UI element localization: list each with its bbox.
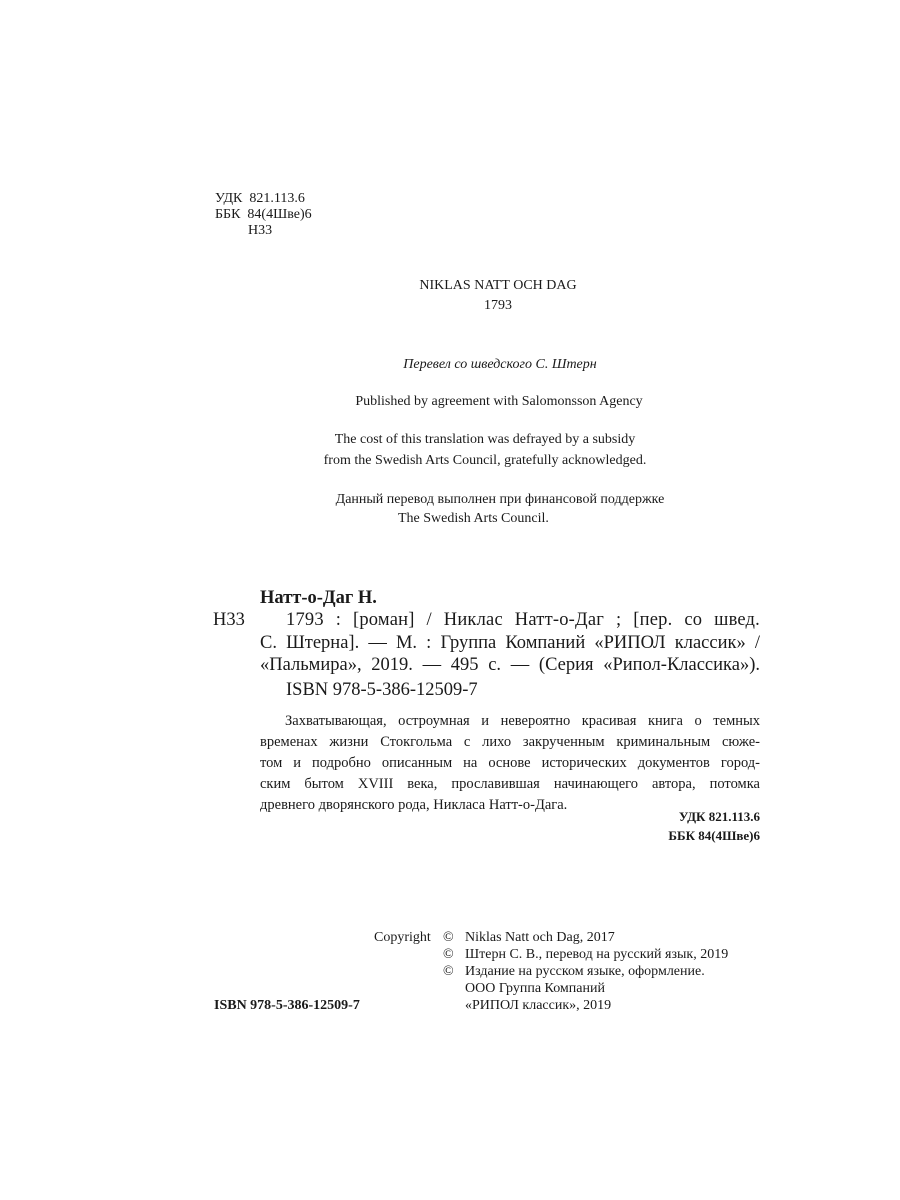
copyright-line: ООО Группа Компаний [465,981,605,996]
author-mark: Н33 [248,223,273,238]
annotation-line: том и подробно описанным на основе исторических документов город- [260,755,760,771]
catalog-bbk: ББК 84(4Шве)6 [668,828,760,843]
copyright-line: «РИПОЛ классик», 2019 [465,998,612,1013]
isbn-bottom: ISBN 978-5-386-12509-7 [214,998,360,1013]
annotation [260,711,760,816]
catalog-line-2: С. Штерна]. — М. : Группа Компаний «РИПОЛ классик» / [260,633,760,653]
copyright-symbol: © [443,947,454,962]
catalog-line-3: «Пальмира», 2019. — 495 с. — (Серия «Рипол-Классика»). [260,655,760,675]
annotation-line: древнего дворянского рода, Никласа Натт-о-Дага. [260,797,568,813]
copyright-line: Niklas Natt och Dag, 2017 [465,930,615,945]
agreement: Published by agreement with Salomonsson Agency [355,394,643,409]
catalog-line-1: 1793 : [роман] / Никлас Натт-о-Даг ; [пер. со швед. [286,610,760,630]
translator: Перевел со шведского С. Штерн [403,357,597,372]
copyright-line: Издание на русском языке, оформление. [465,964,705,979]
copyright-symbol: © [443,930,454,945]
copyright-symbol: © [443,964,454,979]
catalog-udk: УДК 821.113.6 [678,809,760,824]
annotation-line: временах жизни Стокгольма с лихо закрученным криминальным сюже- [260,734,760,750]
book-title: 1793 [484,298,512,313]
subsidy-en-1: The cost of this translation was defrayed by a subsidy [334,432,636,447]
author-name: NIKLAS NATT OCH DAG [419,278,577,293]
catalog-isbn: ISBN 978-5-386-12509-7 [286,680,478,700]
subsidy-ru-2: The Swedish Arts Council. [398,511,549,526]
subsidy-en-2: from the Swedish Arts Council, gratefully acknowledged. [323,453,647,468]
catalog-author: Натт-о-Даг Н. [260,588,377,608]
bbk-code: ББК 84(4Шве)6 [215,207,312,222]
copyright-label: Copyright [374,930,431,945]
annotation-line: Захватывающая, остроумная и невероятно красивая книга о темных [285,713,760,729]
catalog-code: Н33 [213,610,245,630]
annotation-line: ским бытом XVIII века, прославившая начинающего автора, потомка [260,776,760,792]
subsidy-ru-1: Данный перевод выполнен при финансовой поддержке [335,492,665,507]
copyright-line: Штерн С. В., перевод на русский язык, 2019 [465,947,729,962]
udk-code: УДК 821.113.6 [215,191,305,206]
